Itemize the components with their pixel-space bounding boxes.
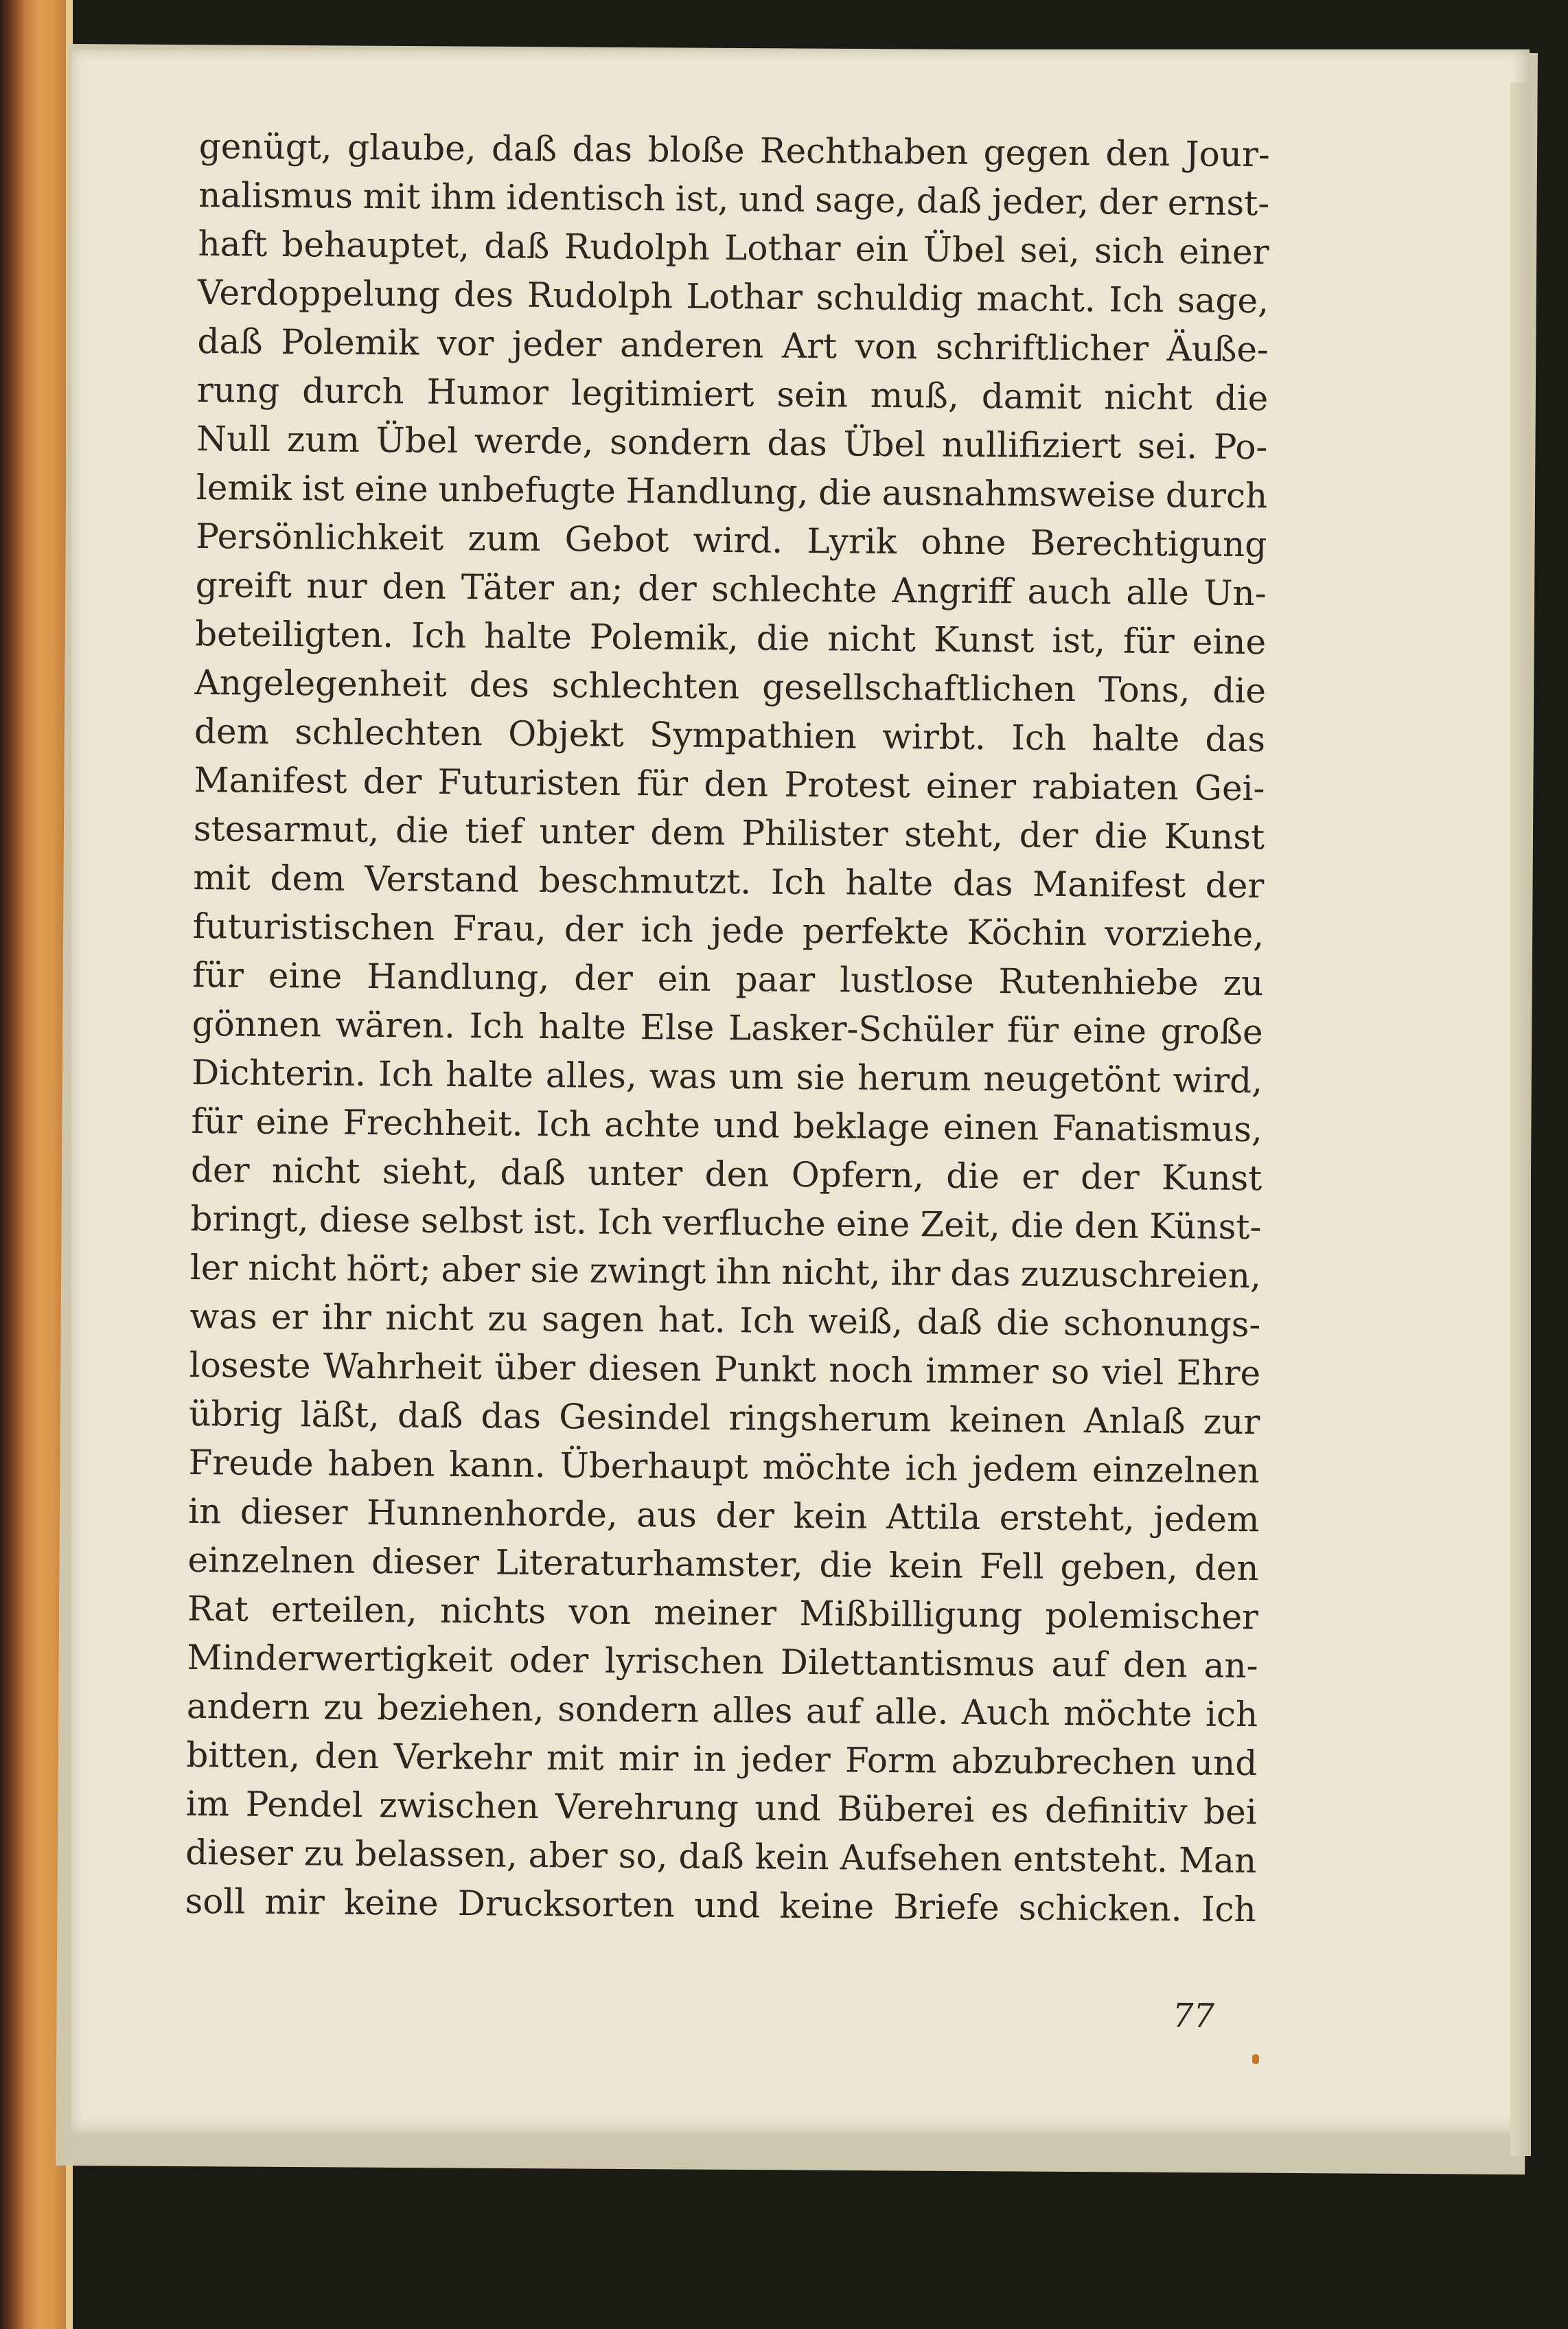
- text-line: für eine Frechheit. Ich achte und beklage einen Fanatismus,: [191, 1101, 1263, 1150]
- text-line: stesarmut, die tief unter dem Philister steht, der die Kunst: [193, 808, 1265, 858]
- text-line: haft behauptet, daß Rudolph Lothar ein Übel sei, sich einer: [198, 223, 1269, 273]
- text-line: Dichterin. Ich halte alles, was um sie herum neugetönt wird,: [191, 1052, 1263, 1101]
- text-line: dieser zu belassen, aber so, daß kein Aufsehen entsteht. Man: [185, 1832, 1257, 1881]
- text-line: bitten, den Verkehr mit mir in jeder Form abzubrechen und: [186, 1734, 1258, 1784]
- text-line: mit dem Verstand beschmutzt. Ich halte das Manifest der: [193, 857, 1265, 906]
- text-line: Null zum Übel werde, sondern das Übel nullifiziert sei. Po-: [196, 418, 1268, 468]
- text-line: loseste Wahrheit über diesen Punkt noch immer so viel Ehre: [189, 1344, 1261, 1394]
- text-line: der nicht sieht, daß unter den Opfern, die er der Kunst: [190, 1149, 1263, 1199]
- text-line: Verdoppelung des Rudolph Lothar schuldig macht. Ich sage,: [197, 272, 1269, 321]
- text-line: daß Polemik vor jeder anderen Art von schriftlicher Äuße-: [197, 321, 1269, 370]
- page-right-edge: [1510, 82, 1531, 2156]
- text-line: futuristischen Frau, der ich jede perfekte Köchin vorziehe,: [192, 906, 1265, 955]
- text-line: Minderwertigkeit oder lyrischen Dilettantismus auf den an-: [187, 1637, 1258, 1686]
- text-line: andern zu beziehen, sondern alles auf alle. Auch möchte ich: [186, 1686, 1258, 1735]
- text-line: für eine Handlung, der ein paar lustlose Rutenhiebe zu: [192, 954, 1264, 1004]
- text-line: Rat erteilen, nichts von meiner Mißbilligung polemischer: [187, 1588, 1259, 1638]
- text-line: in dieser Hunnenhorde, aus der kein Attila ersteht, jedem: [187, 1491, 1260, 1540]
- text-line: gönnen wären. Ich halte Else Lasker-Schüler für eine große: [192, 1003, 1263, 1053]
- text-line: genügt, glaube, daß das bloße Rechthaben gegen den Jour-: [198, 126, 1271, 175]
- text-line: Angelegenheit des schlechten gesellschaftlichen Tons, die: [194, 662, 1267, 711]
- page-number: 77: [1172, 1996, 1215, 2036]
- text-line: soll mir keine Drucksorten und keine Briefe schicken. Ich: [185, 1881, 1256, 1930]
- text-line: ler nicht hört; aber sie zwingt ihn nicht, ihr das zuzuschreien,: [189, 1247, 1262, 1296]
- text-line: rung durch Humor legitimiert sein muß, damit nicht die: [196, 369, 1269, 419]
- text-line: Persönlichkeit zum Gebot wird. Lyrik ohne Berechtigung: [196, 516, 1267, 565]
- text-line: dem schlechten Objekt Sympathien wirbt. Ich halte das: [194, 711, 1266, 760]
- text-line: nalismus mit ihm identisch ist, und sage, daß jeder, der ernst-: [198, 174, 1270, 224]
- ink-mark: [1252, 2054, 1259, 2064]
- text-line: übrig läßt, daß das Gesindel ringsherum keinen Anlaß zur: [188, 1393, 1260, 1443]
- text-line: greift nur den Täter an; der schlechte Angriff auch alle Un-: [195, 564, 1267, 614]
- text-line: was er ihr nicht zu sagen hat. Ich weiß, daß die schonungs-: [189, 1296, 1261, 1345]
- text-line: einzelnen dieser Literaturhamster, die kein Fell geben, den: [187, 1539, 1259, 1589]
- text-line: lemik ist eine unbefugte Handlung, die ausnahmsweise durch: [196, 467, 1268, 516]
- text-line: im Pendel zwischen Verehrung und Büberei es definitiv bei: [185, 1783, 1257, 1833]
- text-line: Freude haben kann. Überhaupt möchte ich jedem einzelnen: [188, 1442, 1260, 1491]
- body-text: [185, 122, 1270, 1934]
- text-line: beteiligten. Ich halte Polemik, die nicht Kunst ist, für eine: [194, 613, 1267, 663]
- text-line: Manifest der Futuristen für den Protest einer rabiaten Gei-: [194, 759, 1265, 809]
- text-line: bringt, diese selbst ist. Ich verfluche eine Zeit, die den Künst-: [190, 1198, 1262, 1248]
